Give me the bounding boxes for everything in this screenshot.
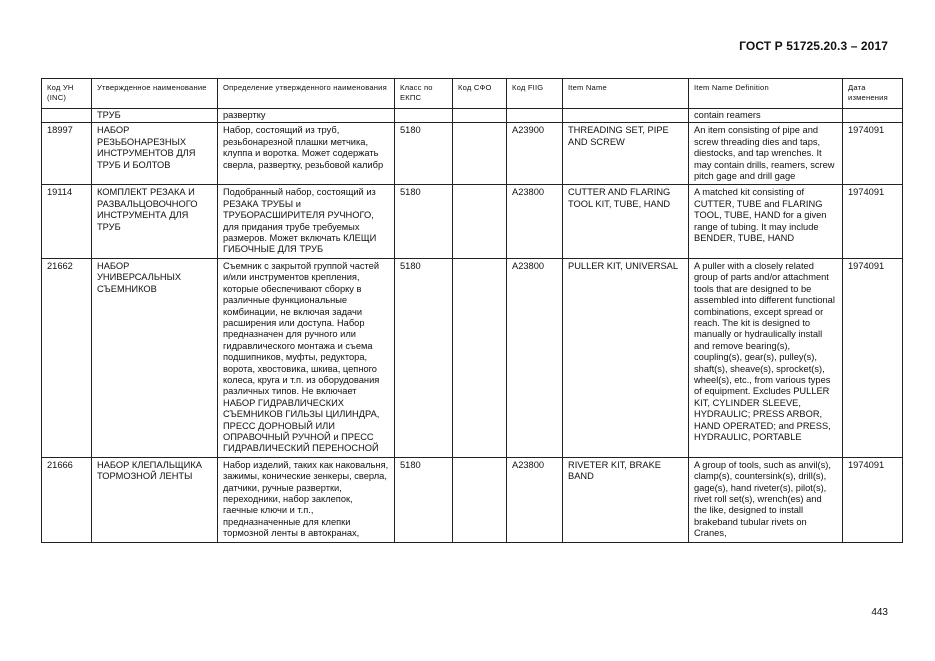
- table-row: [42, 258, 903, 457]
- table-cell: A group of tools, such as anvil(s), clamp(s), countersink(s), drill(s), gage(s), hand riveter(s), pilot(s), rivet roll set(s), wrench(es) and the like, designed to install brakeband tubular rivets on Cranes,: [689, 457, 843, 542]
- table-header-row: [42, 79, 903, 109]
- table-row: [42, 457, 903, 542]
- table-cell: RIVETER KIT, BRAKE BAND: [563, 457, 689, 542]
- table-cell: 1974091: [843, 457, 903, 542]
- col-header-sfo: Код СФО: [453, 79, 507, 109]
- table-cell: PULLER KIT, UNIVERSAL: [563, 258, 689, 457]
- table-cell: CUTTER AND FLARING TOOL KIT, TUBE, HAND: [563, 185, 689, 258]
- table-cell: ТРУБ: [92, 109, 218, 123]
- table-cell: A23900: [507, 123, 563, 185]
- table-cell: [507, 109, 563, 123]
- table-cell: 1974091: [843, 185, 903, 258]
- table-row-continuation: [42, 109, 903, 123]
- table-cell: 5180: [395, 123, 453, 185]
- table-cell: развертку: [218, 109, 395, 123]
- table-cell: Набор, состоящий из труб, резьбонарезной плашки метчика, клуппа и воротка. Может содержать сверла, развертку, резьбовой калибр: [218, 123, 395, 185]
- table-cell: THREADING SET, PIPE AND SCREW: [563, 123, 689, 185]
- table-cell: 19114: [42, 185, 92, 258]
- col-header-inc: Код УН (INC): [42, 79, 92, 109]
- table-cell: 1974091: [843, 258, 903, 457]
- table-cell: [843, 109, 903, 123]
- table-cell: КОМПЛЕКТ РЕЗАКА И РАЗВАЛЬЦОВОЧНОГО ИНСТРУМЕНТА ДЛЯ ТРУБ: [92, 185, 218, 258]
- table-cell: 5180: [395, 185, 453, 258]
- table-cell: 1974091: [843, 123, 903, 185]
- table-cell: contain reamers: [689, 109, 843, 123]
- table-cell: 5180: [395, 258, 453, 457]
- col-header-definition: Определение утвержденного наименования: [218, 79, 395, 109]
- table-cell: НАБОР КЛЕПАЛЬЩИКА ТОРМОЗНОЙ ЛЕНТЫ: [92, 457, 218, 542]
- table-cell: [453, 457, 507, 542]
- table-cell: A23800: [507, 457, 563, 542]
- table-cell: [42, 109, 92, 123]
- table-cell: An item consisting of pipe and screw threading dies and taps, diestocks, and tap wrenches. It may contain drills, reamers, screw pitch gage and drill gage: [689, 123, 843, 185]
- table-cell: Подобранный набор, состоящий из РЕЗАКА ТРУБЫ и ТРУБОРАСШИРИТЕЛЯ РУЧНОГО, для придания трубе требуемых размеров. Может включать КЛЕЩИ ГИБОЧНЫЕ ДЛЯ ТРУБ: [218, 185, 395, 258]
- table-cell: A23800: [507, 258, 563, 457]
- document-code: ГОСТ Р 51725.20.3 – 2017: [739, 39, 888, 53]
- table-cell: [453, 258, 507, 457]
- table-cell: [453, 185, 507, 258]
- classification-table: [41, 78, 903, 543]
- col-header-date: Дата изменения: [843, 79, 903, 109]
- table-cell: 18997: [42, 123, 92, 185]
- table-row: [42, 123, 903, 185]
- table-cell: НАБОР УНИВЕРСАЛЬНЫХ СЪЕМНИКОВ: [92, 258, 218, 457]
- table-cell: [563, 109, 689, 123]
- table-row: [42, 185, 903, 258]
- table-cell: A matched kit consisting of CUTTER, TUBE and FLARING TOOL, TUBE, HAND for a given range of tubing. It may include BENDER, TUBE, HAND: [689, 185, 843, 258]
- table-cell: [453, 109, 507, 123]
- table-cell: [453, 123, 507, 185]
- col-header-fiig: Код FIIG: [507, 79, 563, 109]
- table-cell: Съемник с закрытой группой частей и/или инструментов крепления, которые обеспечивают сборку в различные функциональные комбинации, не включая задачи расширения или доступа. Набор предназначен для ручного или гидравлического монтажа и съема подшипников, муфты, редуктора, ворота, хвостовика, шкива, цепного колеса, круга и т.п. из оборудования различных типов. Не включает НАБОР ГИДРАВЛИЧЕСКИХ СЪЕМНИКОВ ГИЛЬЗЫ ЦИЛИНДРА, ПРЕСС ДОРНОВЫЙ ИЛИ ОПРАВОЧНЫЙ РУЧНОЙ и ПРЕСС ГИДРАВЛИЧЕСКИЙ ПЕРЕНОСНОЙ: [218, 258, 395, 457]
- col-header-item-name: Item Name: [563, 79, 689, 109]
- table-cell: 21662: [42, 258, 92, 457]
- col-header-class: Класс по ЕКПС: [395, 79, 453, 109]
- col-header-approved-name: Утвержденное наименование: [92, 79, 218, 109]
- table-cell: A23800: [507, 185, 563, 258]
- table-cell: 5180: [395, 457, 453, 542]
- table-cell: НАБОР РЕЗЬБОНАРЕЗНЫХ ИНСТРУМЕНТОВ ДЛЯ ТРУБ И БОЛТОВ: [92, 123, 218, 185]
- table-cell: Набор изделий, таких как наковальня, зажимы, конические зенкеры, сверла, датчики, ручные развертки, переходники, набор заклепок, гаечные ключи и т.п., предназначенные для клепки тормозной ленты в автокранах,: [218, 457, 395, 542]
- col-header-item-definition: Item Name Definition: [689, 79, 843, 109]
- table-cell: [395, 109, 453, 123]
- table-cell: A puller with a closely related group of parts and/or attachment tools that are designed to be assembled into different functional combinations, except spread or reach. The kit is designed to manually or hydraulically install and remove bearing(s), coupling(s), gear(s), pulley(s), shaft(s), sheave(s), sprocket(s), wheel(s), etc., from various types of equipment. Excludes PULLER KIT, CYLINDER SLEEVE, HYDRAULIC; PRESS ARBOR, HAND OPERATED; and PRESS, HYDRAULIC, PORTABLE: [689, 258, 843, 457]
- table-cell: 21666: [42, 457, 92, 542]
- page-number: 443: [871, 607, 888, 618]
